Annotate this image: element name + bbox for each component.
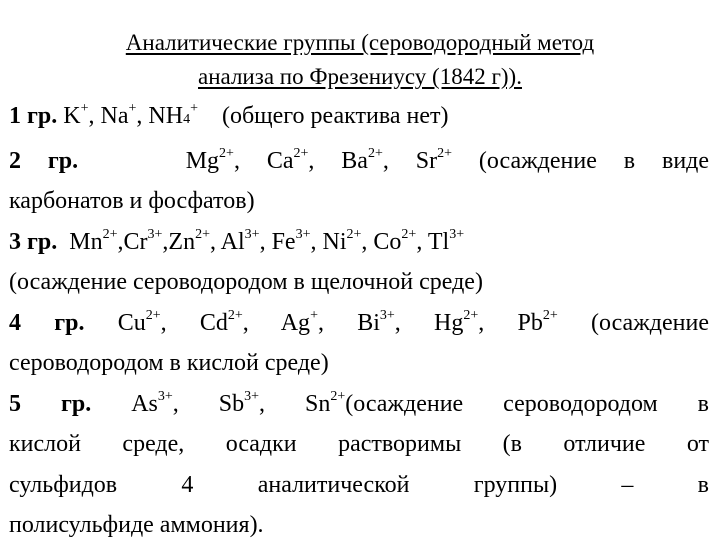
ion-symbol: Ni bbox=[322, 228, 347, 255]
ion-charge: 3+ bbox=[244, 388, 259, 404]
ion-separator: , bbox=[242, 309, 281, 336]
ion-formula bbox=[148, 103, 198, 129]
group-3-description: (осаждение сероводородом в щелочной среде) bbox=[9, 269, 483, 295]
group-1-description: (общего реактива нет) bbox=[221, 103, 449, 129]
ion-symbol: Cd bbox=[199, 309, 228, 336]
ion-separator: , bbox=[361, 228, 374, 255]
ion-separator: , bbox=[136, 103, 149, 129]
ion-separator: , bbox=[317, 309, 358, 336]
ion-separator: , bbox=[310, 228, 323, 255]
group-5-label: 5 гр. bbox=[9, 390, 92, 417]
ion-symbol: K bbox=[63, 103, 81, 129]
group-1-label: 1 гр. bbox=[9, 103, 58, 129]
group-5-description-c: сульфидов 4 аналитической группы) – в bbox=[9, 471, 709, 498]
ion-separator: , bbox=[382, 147, 416, 174]
ion-charge: + bbox=[80, 101, 89, 116]
group-3-line bbox=[9, 222, 709, 263]
ion-charge: + bbox=[190, 101, 198, 116]
group-4-description-a: (осаждение bbox=[591, 309, 709, 336]
ion-formula bbox=[220, 226, 272, 255]
ion-charge: + bbox=[310, 307, 318, 323]
ion-charge: 2+ bbox=[145, 307, 161, 323]
ion-charge: 2+ bbox=[330, 388, 346, 404]
ion-symbol: Cu bbox=[117, 309, 146, 336]
ion-symbol: Mn bbox=[69, 228, 103, 255]
ion-formula bbox=[322, 226, 374, 255]
ion-charge: + bbox=[128, 101, 137, 116]
ion-separator: , bbox=[160, 309, 200, 336]
ion-formula bbox=[117, 307, 200, 336]
ion-symbol: Sr bbox=[415, 147, 438, 174]
ion-separator: , bbox=[117, 228, 124, 255]
ion-formula bbox=[199, 307, 281, 336]
ion-formula bbox=[357, 307, 435, 336]
ion-formula bbox=[271, 226, 323, 255]
ion-separator: , bbox=[259, 228, 272, 255]
group-5-line-4 bbox=[9, 505, 709, 546]
ion-charge: 2+ bbox=[367, 145, 383, 161]
ion-symbol: Pb bbox=[517, 309, 543, 336]
title-line-2: анализа по Фрезениусу (1842 г)). bbox=[198, 64, 522, 89]
group-list bbox=[9, 96, 709, 546]
ion-separator: , bbox=[88, 103, 101, 129]
ion-symbol: Zn bbox=[168, 228, 196, 255]
ion-formula bbox=[131, 388, 219, 417]
ion-symbol: Hg bbox=[434, 309, 464, 336]
ion-symbol: Mg bbox=[185, 147, 220, 174]
ion-charge: 3+ bbox=[157, 388, 173, 404]
group-5-line-2 bbox=[9, 424, 709, 465]
ion-formula bbox=[304, 388, 346, 417]
ion-charge: 3+ bbox=[449, 226, 465, 242]
ion-formula bbox=[168, 226, 221, 255]
ion-charge: 2+ bbox=[401, 226, 417, 242]
ion-symbol: Al bbox=[220, 228, 245, 255]
ion-separator: , bbox=[172, 390, 219, 417]
ion-formula bbox=[185, 145, 267, 174]
group-3-ions bbox=[69, 226, 465, 255]
ion-formula bbox=[101, 103, 149, 129]
ion-separator: , bbox=[233, 147, 267, 174]
ion-separator: , bbox=[162, 228, 169, 255]
group-2-description-a: (осаждение в виде bbox=[478, 147, 710, 174]
ion-charge: 2+ bbox=[463, 307, 479, 323]
ion-formula bbox=[427, 226, 465, 255]
ion-charge: 2+ bbox=[195, 226, 210, 242]
group-3-line-2 bbox=[9, 262, 709, 303]
ion-symbol: Cr bbox=[123, 228, 148, 255]
ion-separator: , bbox=[259, 390, 305, 417]
ion-symbol: Ba bbox=[341, 147, 368, 174]
ion-charge: 3+ bbox=[244, 226, 260, 242]
ion-symbol: Na bbox=[100, 103, 129, 129]
ion-symbol: Co bbox=[373, 228, 402, 255]
ion-symbol: Sn bbox=[304, 390, 331, 417]
ion-charge: 2+ bbox=[346, 226, 362, 242]
ion-charge: 2+ bbox=[542, 307, 558, 323]
ion-formula bbox=[218, 388, 305, 417]
group-2-description-b: карбонатов и фосфатов) bbox=[9, 188, 255, 214]
ion-formula bbox=[415, 145, 453, 174]
ion-charge: 2+ bbox=[219, 145, 234, 161]
ion-symbol: Ag bbox=[280, 309, 311, 336]
group-4-description-b: сероводородом в кислой среде) bbox=[9, 350, 329, 376]
ion-symbol: Tl bbox=[427, 228, 450, 255]
ion-symbol: As bbox=[131, 390, 158, 417]
group-4-ions bbox=[117, 307, 558, 336]
ion-formula bbox=[280, 307, 358, 336]
ion-formula bbox=[63, 103, 100, 129]
group-2-ions bbox=[185, 145, 453, 174]
ion-charge: 2+ bbox=[227, 307, 243, 323]
ion-separator: , bbox=[308, 147, 342, 174]
ion-separator: , bbox=[209, 228, 221, 255]
group-4-line-2 bbox=[9, 343, 709, 384]
ion-symbol: Bi bbox=[357, 309, 380, 336]
group-5-ions bbox=[131, 388, 346, 417]
ion-charge: 3+ bbox=[295, 226, 311, 242]
ion-charge: 3+ bbox=[379, 307, 395, 323]
ion-symbol: NH bbox=[148, 103, 184, 129]
ion-charge: 2+ bbox=[437, 145, 453, 161]
ion-formula bbox=[69, 226, 124, 255]
group-4-label: 4 гр. bbox=[9, 309, 85, 336]
ion-formula bbox=[123, 226, 169, 255]
group-5-description-a: (осаждение сероводородом в bbox=[345, 390, 710, 417]
ion-formula bbox=[341, 145, 416, 174]
ion-formula bbox=[266, 145, 342, 174]
ion-symbol: Fe bbox=[271, 228, 296, 255]
title-line-1: Аналитические группы (сероводородный метод bbox=[125, 30, 595, 55]
ion-formula bbox=[373, 226, 428, 255]
group-5-description-b: кислой среде, осадки растворимы (в отличие от bbox=[9, 431, 709, 457]
group-5-line bbox=[9, 384, 709, 425]
ion-formula bbox=[517, 307, 558, 336]
ion-charge: 3+ bbox=[147, 226, 163, 242]
slide-title bbox=[0, 26, 720, 94]
ion-symbol: Ca bbox=[266, 147, 294, 174]
ion-separator: , bbox=[394, 309, 435, 336]
group-1-line bbox=[9, 96, 709, 141]
group-1-ions bbox=[63, 103, 198, 129]
ion-symbol: Sb bbox=[218, 390, 245, 417]
group-5-line-3 bbox=[9, 465, 709, 506]
group-4-line bbox=[9, 303, 709, 344]
ion-charge: 2+ bbox=[293, 145, 309, 161]
ion-separator: , bbox=[416, 228, 428, 255]
ion-separator: , bbox=[478, 309, 518, 336]
ion-formula bbox=[434, 307, 518, 336]
group-2-line bbox=[9, 141, 709, 182]
ion-charge: 2+ bbox=[102, 226, 118, 242]
ion-subscript: 4 bbox=[183, 112, 191, 127]
group-5-description-d: полисульфиде аммония). bbox=[9, 512, 264, 538]
group-2-label: 2 гр. bbox=[9, 147, 79, 174]
group-3-label: 3 гр. bbox=[9, 228, 58, 255]
group-2-line-2 bbox=[9, 181, 709, 222]
